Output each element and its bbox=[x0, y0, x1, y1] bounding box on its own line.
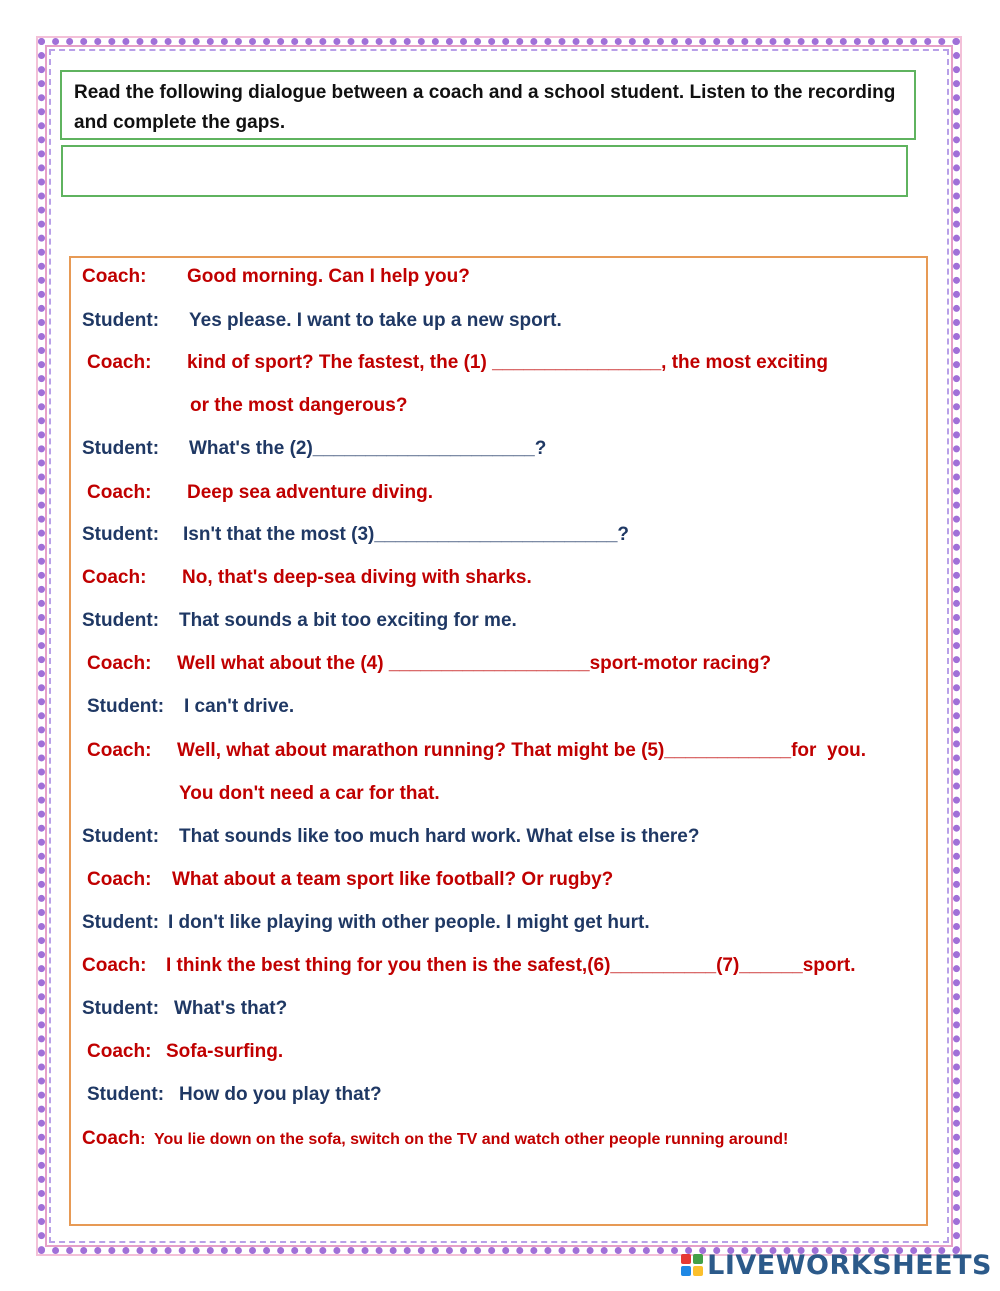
dialogue-line bbox=[87, 653, 772, 675]
dialogue-line bbox=[82, 310, 562, 332]
line-text: Well what about the (4) ___________________sport-motor racing? bbox=[177, 653, 772, 674]
dialogue-line bbox=[82, 266, 470, 288]
line-text: What about a team sport like football? Or rugby? bbox=[172, 869, 614, 890]
speaker-label: Coach: bbox=[87, 1041, 152, 1062]
line-text: What's that? bbox=[174, 998, 288, 1019]
speaker-label: Student: bbox=[82, 310, 160, 331]
line-text: Deep sea adventure diving. bbox=[187, 482, 434, 503]
dialogue-line bbox=[82, 955, 856, 977]
speaker-label: Coach: bbox=[87, 653, 152, 674]
dialogue-line bbox=[190, 395, 407, 417]
line-text: kind of sport? The fastest, the (1) ________________, the most exciting bbox=[187, 352, 828, 373]
dialogue-line bbox=[82, 610, 517, 632]
dialogue-line bbox=[179, 783, 440, 805]
line-text: Sofa-surfing. bbox=[166, 1041, 284, 1062]
line-text: Good morning. Can I help you? bbox=[187, 266, 470, 287]
dialogue-line bbox=[82, 826, 700, 848]
logo-text: LIVEWORKSHEETS bbox=[707, 1249, 992, 1281]
speaker-label: Student: bbox=[87, 1084, 165, 1105]
speaker-label: Student: bbox=[82, 912, 160, 933]
line-text: I can't drive. bbox=[184, 696, 295, 717]
line-text: Well, what about marathon running? That might be (5)____________for you. bbox=[177, 740, 867, 761]
speaker-label: Coach bbox=[82, 1128, 141, 1149]
line-text: How do you play that? bbox=[179, 1084, 382, 1105]
dialogue-line bbox=[82, 1128, 788, 1150]
speaker-label: Student: bbox=[82, 826, 160, 847]
line-text: What's the (2)_____________________? bbox=[189, 438, 547, 459]
logo-icon bbox=[681, 1254, 703, 1276]
instructions: Read the following dialogue between a coach and a school student. Listen to the recording and complete the gaps. bbox=[60, 70, 916, 140]
line-text: That sounds a bit too exciting for me. bbox=[179, 610, 517, 631]
speaker-label: Student: bbox=[82, 610, 160, 631]
dialogue-line bbox=[87, 740, 867, 762]
speaker-label: Coach: bbox=[87, 740, 152, 761]
speaker-label: Coach: bbox=[82, 266, 147, 287]
line-text: Isn't that the most (3)_______________________? bbox=[183, 524, 629, 545]
dialogue-line bbox=[87, 482, 434, 504]
line-text: That sounds like too much hard work. What else is there? bbox=[179, 826, 700, 847]
line-text: I think the best thing for you then is the safest,(6)__________(7)______sport. bbox=[166, 955, 856, 976]
dialogue-line bbox=[87, 1084, 382, 1106]
speaker-label: Coach: bbox=[87, 869, 152, 890]
dialogue-line bbox=[87, 869, 614, 891]
line-text: Yes please. I want to take up a new sport. bbox=[189, 310, 562, 331]
line-text: No, that's deep-sea diving with sharks. bbox=[182, 567, 532, 588]
speaker-label: Coach: bbox=[82, 567, 147, 588]
speaker-label: Student: bbox=[82, 524, 160, 545]
dialogue-line bbox=[87, 696, 295, 718]
dialogue-line bbox=[82, 998, 288, 1020]
speaker-label: Coach: bbox=[87, 352, 152, 373]
speaker-label: Student: bbox=[82, 438, 160, 459]
speaker-label: Coach: bbox=[82, 955, 147, 976]
dialogue-line bbox=[82, 438, 547, 460]
speaker-label: Student: bbox=[82, 998, 160, 1019]
dialogue-line bbox=[82, 912, 650, 934]
line-text: : You lie down on the sofa, switch on the TV and watch other people running around! bbox=[140, 1131, 789, 1148]
line-text: I don't like playing with other people. I might get hurt. bbox=[168, 912, 650, 933]
liveworksheets-logo bbox=[681, 1249, 992, 1281]
dialogue-line bbox=[82, 567, 532, 589]
answer-box[interactable] bbox=[61, 145, 908, 197]
dialogue-line bbox=[87, 1041, 284, 1063]
speaker-label: Student: bbox=[87, 696, 165, 717]
line-text: or the most dangerous? bbox=[190, 395, 408, 416]
line-text: You don't need a car for that. bbox=[179, 783, 440, 804]
dialogue-line bbox=[82, 524, 629, 546]
dialogue-line bbox=[87, 352, 828, 374]
speaker-label: Coach: bbox=[87, 482, 152, 503]
